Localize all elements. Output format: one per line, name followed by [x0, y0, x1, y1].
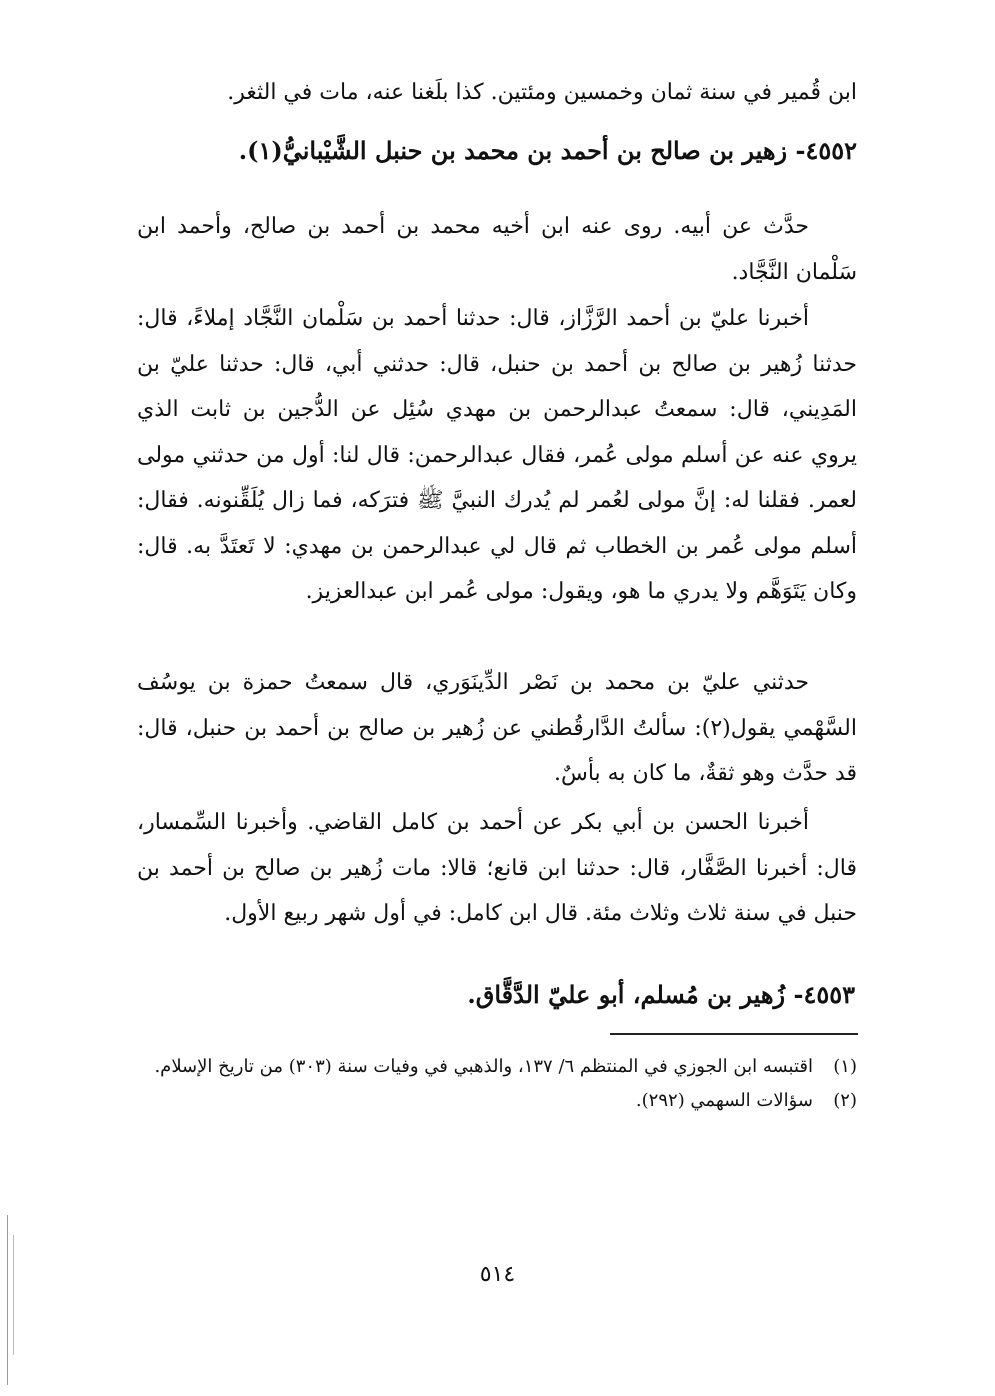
- paragraph-isnad-ali-bin-ahmad: أخبرنا عليّ بن أحمد الرَّزَّاز، قال: حدثنا أحمد بن سَلْمان النَّجَّاد إملاءً، قال: حدثنا زُهير بن صالح بن أحمد بن حنبل، قال: حدثني أبي، قال: حدثنا عليّ بن المَدِيني، قال: سمعتُ عبدالرحمن بن مهدي سُئِل عن الدُّجين بن ثابت الذي يروي عنه عن أسلم مولى عُمر، فقال عبدالرحمن: قال لنا: أول من حدثني مولى لعمر. فقلنا له: إنَّ مولى لعُمر لم يُدرك النبيَّ ﷺ فترَكه، فما زال يُلَقِّنونه. فقال: أسلم مولى عُمر بن الخطاب ثم قال لي عبدالرحمن بن مهدي: لا تَعتَدَّ به. قال: وكان يَتَوَهَّم ولا يدري ما هو، ويقول: مولى عُمر ابن عبدالعزيز.: [137, 306, 857, 604]
- paragraph-narrators: حدَّث عن أبيه. روى عنه ابن أخيه محمد بن أحمد بن صالح، وأحمد ابن سَلْمان النَّجَّاد.: [137, 214, 857, 285]
- footnote-number: (١): [833, 1056, 857, 1077]
- footnote-text: سؤالات السهمي (٢٩٢).: [635, 1090, 813, 1111]
- scan-edge-mark: [13, 1235, 14, 1355]
- paragraph-daraqutni-assessment: حدثني عليّ بن محمد بن نَصْر الدِّينَوَري، قال سمعتُ حمزة بن يوسُف السَّهْمي يقول(٢): سألتُ الدَّارقُطني عن زُهير بن صالح بن أحمد بن حنبل، قال: قد حدَّث وهو ثقةٌ، ما كان به بأسٌ.: [137, 670, 857, 786]
- paragraph-death-date: أخبرنا الحسن بن أبي بكر عن أحمد بن كامل القاضي. وأخبرنا السِّمسار، قال: أخبرنا الصَّفَّار، قال: حدثنا ابن قانع؛ قالا: مات زُهير بن صالح بن أحمد بن حنبل في سنة ثلاث وثلاث مئة. قال ابن كامل: في أول شهر ربيع الأول.: [137, 810, 857, 926]
- footnote-text: اقتبسه ابن الجوزي في المنتظم ٦/ ١٣٧، والذهبي في وفيات سنة (٣٠٣) من تاريخ الإسلام.: [154, 1056, 813, 1077]
- scan-edge-mark: [7, 1215, 8, 1385]
- continuation-line: ابن قُمير في سنة ثمان وخمسين ومئتين. كذا بلَغنا عنه، مات في الثغر.: [227, 80, 857, 105]
- footnote-separator: [610, 1033, 858, 1035]
- page-number: ٥١٤: [479, 1262, 516, 1287]
- entry-heading-4553: ٤٥٥٣- زُهير بن مُسلم، أبو عليّ الدَّقَّاق.: [467, 980, 855, 1009]
- footnote-2: [137, 1084, 857, 1118]
- footnotes: [137, 1050, 857, 1118]
- footnote-number: (٢): [833, 1090, 857, 1111]
- footnote-1: [137, 1050, 857, 1084]
- entry-heading-4552: ٤٥٥٢- زهير بن صالح بن أحمد بن محمد بن حنبل الشَّيْبانيُّ(١).: [238, 136, 857, 165]
